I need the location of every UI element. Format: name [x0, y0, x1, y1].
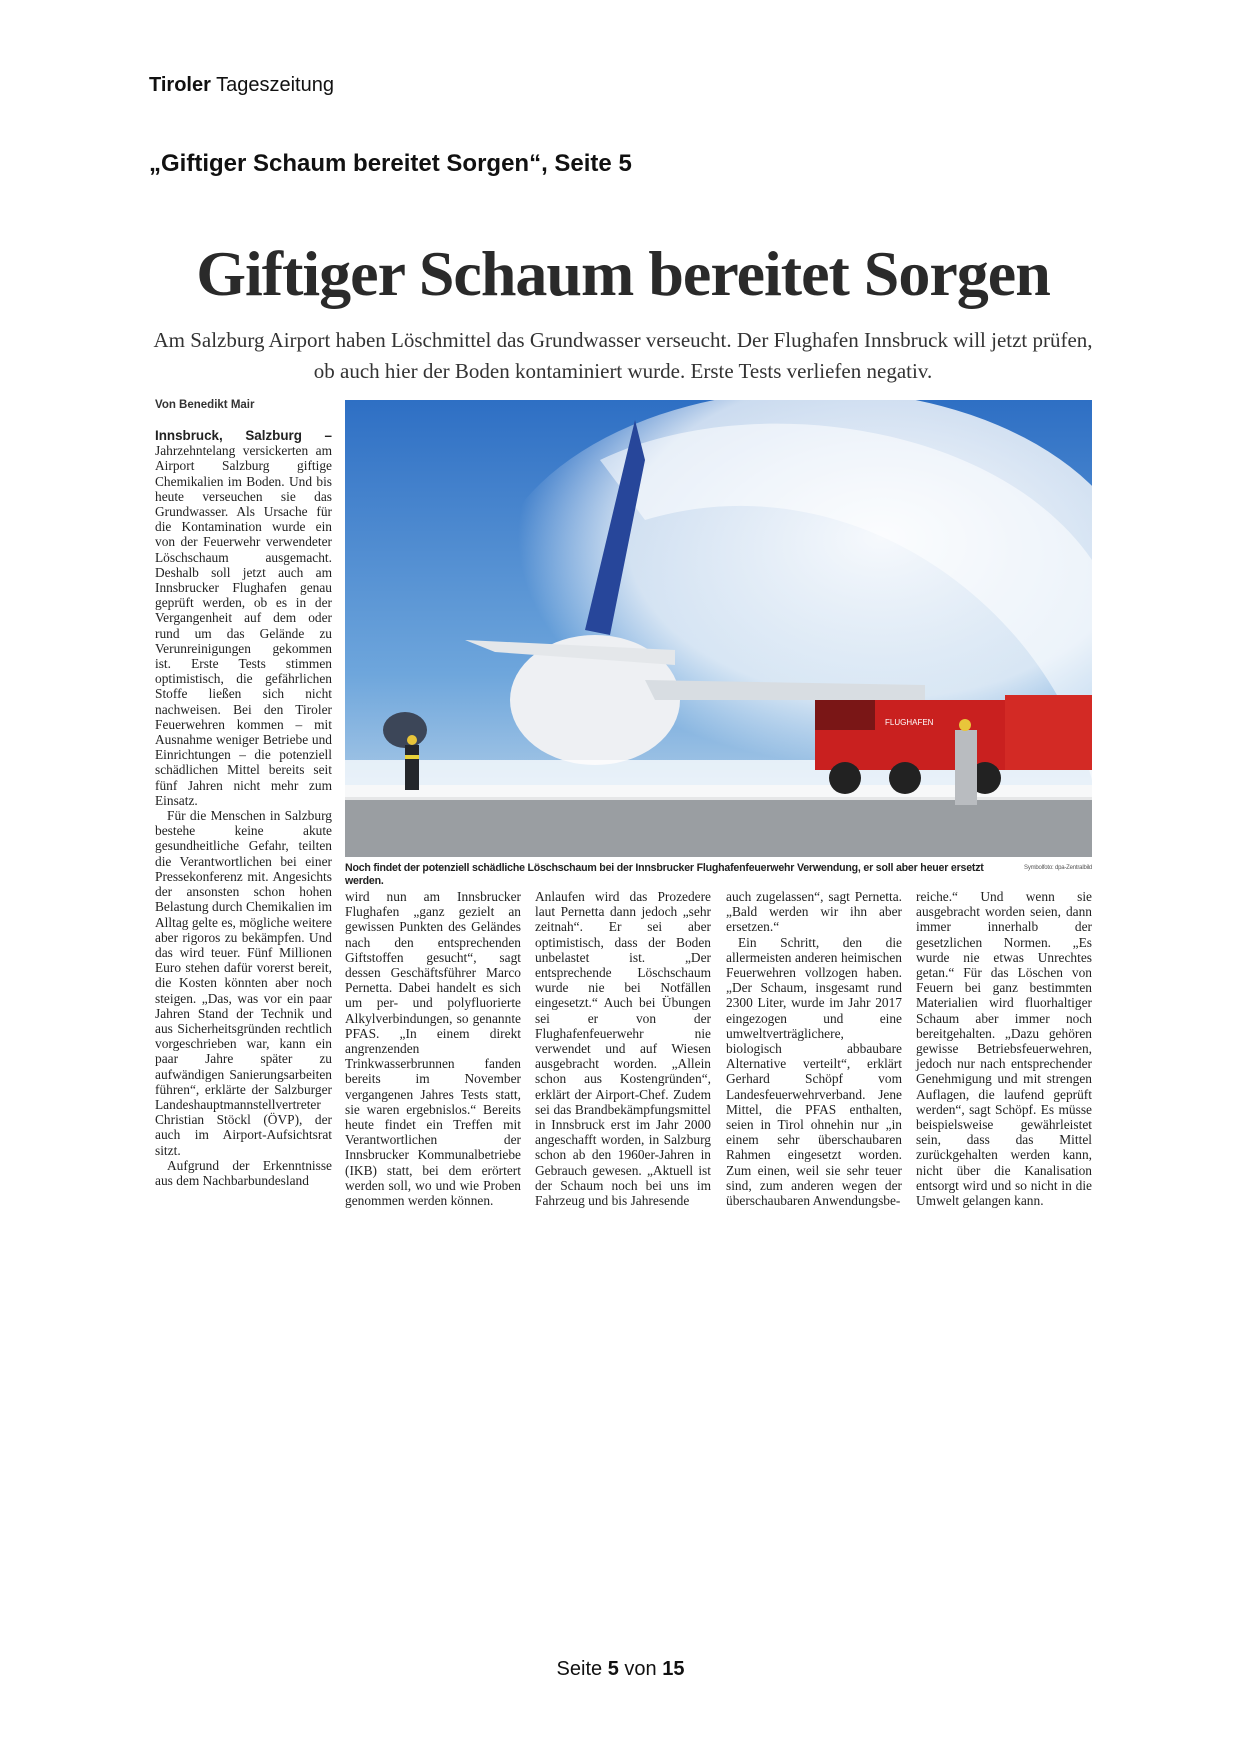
article-column-4 [726, 889, 902, 1208]
truck-lettering: FLUGHAFEN [885, 718, 934, 727]
total-pages: 15 [662, 1658, 685, 1680]
article-photo [345, 400, 1092, 857]
publication-name [149, 74, 334, 97]
article-column-3 [535, 889, 711, 1208]
current-page: 5 [607, 1658, 619, 1680]
page-prefix: Seite [556, 1658, 603, 1680]
article-column-5 [916, 889, 1092, 1208]
paragraph: wird nun am Innsbrucker Flughafen „ganz gezielt an gewissen Punkten des Geländes nach den entsprechenden Giftstoffen gesucht“, sagt dessen Geschäftsführer Marco Pernetta. Dabei handelt es sich um per- und polyfluorierte Alkylverbindungen, so genannte PFAS. „In einem direkt angrenzenden Trinkwasserbrunnen fanden bereits im November vergangenen Jahres Tests statt, sie waren ergebnislos.“ Bereits heute findet ein Treffen mit Verantwortlichen der Innsbrucker Kommunalbetriebe (IKB) statt, bei dem erörtert werden soll, wo und wie Proben genommen werden können. [345, 889, 521, 1209]
article-column-2 [345, 889, 521, 1208]
article-subheadline: Am Salzburg Airport haben Löschmittel das Grundwasser verseucht. Der Flughafen Innsbruck will jetzt prüfen, ob auch hier der Boden kontaminiert wurde. Erste Tests verliefen negativ. [153, 328, 1093, 383]
paragraph: Jahrzehntelang versickerten am Airport Salzburg giftige Chemikalien im Boden. Und bis heute verseuchen sie das Grundwasser. Als Ursache für die Kontamination wurde ein von der Feuerwehr verwendeter Löschschaum ausgemacht. Deshalb soll jetzt auch am Innsbrucker Flughafen genau geprüft werden, ob es in der Vergangenheit auf dem oder rund um das Gelände zu Verunreinigungen gekommen ist. Erste Tests stimmen optimistisch, die gefährlichen Stoffe ließen sich nicht nachweisen. Bei den Tiroler Feuerwehren kommen – mit Ausnahme weniger Betriebe und Einrichtungen – die potenziell schädlichen Mittel bereits seit fünf Jahren nicht mehr zum Einsatz. [155, 443, 332, 808]
publication-name-bold: Tiroler [149, 74, 211, 96]
publication-name-rest: Tageszeitung [216, 74, 334, 96]
page-number [0, 1658, 1241, 1681]
paragraph: Ein Schritt, den die allermeisten anderen heimischen Feuerwehren vollzogen haben. „Der Schaum, insgesamt rund 2300 Liter, wurde im Jahr 2017 eingezogen und eine umweltverträglichere, biologisch abbaubare Alternative verteilt“, erklärt Gerhard Schöpf vom Landesfeuerwehrverband. Jene Mittel, die PFAS enthalten, seien in Tirol ohnehin nur „in einem sehr überschaubaren Rahmen eingesetzt worden. Zum einen, weil sie sehr teuer sind, zum anderen wegen der überschaubaren Anwendungsbe- [726, 934, 902, 1209]
article-column-1 [155, 428, 332, 1188]
paragraph: Anlaufen wird das Prozedere laut Pernetta dann jedoch „sehr zeitnah“. Er sei aber optimistisch, dass der Boden unbelastet ist. „Der entsprechende Löschschaum wurde nie bei Notfällen eingesetzt.“ Auch bei Übungen sei er von der Flughafenfeuerwehr nie verwendet und auf Wiesen ausgebracht worden. „Allein schon aus Kostengründen“, erklärt der Airport-Chef. Zudem sei das Brandbekämpfungsmittel in Innsbruck erst im Jahr 2000 angeschafft worden, in Salzburg schon ab den 1960er-Jahren in Gebrauch gewesen. „Aktuell ist der Schaum noch bei uns im Fahrzeug und bis Jahresende [535, 889, 711, 1209]
byline: Von Benedikt Mair [155, 399, 255, 411]
photo-caption [345, 862, 1092, 888]
article-headline: Giftiger Schaum bereitet Sorgen [196, 238, 1050, 309]
paragraph: Für die Menschen in Salzburg bestehe keine akute gesundheitliche Gefahr, teilten die Verantwortlichen bei einer Pressekonferenz mit. Angesichts der ansonsten schon hohen Belastung durch Chemikalien im Alltag gelte es, mögliche weitere aber rigoros zu bekämpfen. Und das wird teuer. Fünf Millionen Euro stehen dafür vorerst bereit, die Kosten könnten aber noch steigen. „Das, was vor ein paar Jahren Stand der Technik und aus Sicherheitsgründen rechtlich vorgeschrieben war, kann ein paar Jahre später zu aufwändigen Sanierungsarbeiten führen“, erklärte der Salzburger Landeshauptmannstellvertreter Christian Stöckl (ÖVP), der auch im Airport-Aufsichtsrat sitzt. [155, 808, 332, 1158]
paragraph: Aufgrund der Erkenntnisse aus dem Nachbarbundesland [155, 1157, 332, 1188]
dateline: Innsbruck, Salzburg – [155, 428, 332, 443]
paragraph: auch zugelassen“, sagt Pernetta. „Bald werden wir ihn aber ersetzen.“ [726, 889, 902, 935]
page-of: von [624, 1658, 657, 1680]
photo-credit: Symbolfoto: dpa-Zentralbild [1024, 865, 1092, 871]
firefighter-right [955, 719, 977, 805]
document-title: „Giftiger Schaum bereitet Sorgen“, Seite 5 [149, 150, 632, 177]
paragraph: reiche.“ Und wenn sie ausgebracht worden seien, dann immer innerhalb der gesetzlichen Normen. „Es wurde nie etwas Unrechtes getan.“ Für das Löschen von Feuern bei ganz bestimmten Materialien wird fluorhaltiger Schaum aber immer noch bereitgehalten. „Dazu gehören gewisse Betriebsfeuerwehren, jedoch nur nach entsprechender Genehmigung und mit strengen Auflagen, die laufend geprüft werden“, sagt Schöpf. Es müsse beispielsweise gewährleistet sein, dass das Mittel zurückgehalten werden kann, nicht über die Kanalisation entsorgt wird und so nicht in die Umwelt gelangen kann. [916, 889, 1092, 1209]
photo-caption-text: Noch findet der potenziell schädliche Löschschaum bei der Innsbrucker Flughafenfeuerwehr Verwendung, er soll aber heuer ersetzt werden. [345, 862, 984, 887]
